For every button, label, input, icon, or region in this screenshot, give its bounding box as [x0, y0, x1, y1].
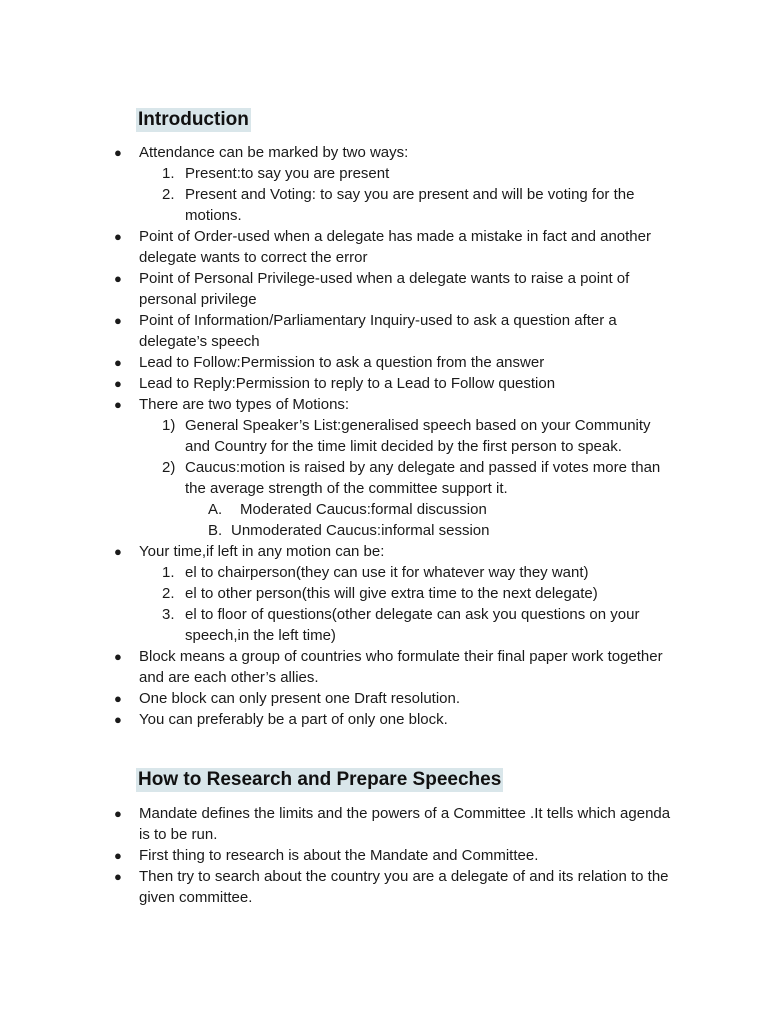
list-item-text: el to other person(this will give extra time to the next delegate) — [185, 585, 598, 602]
list-item — [0, 499, 768, 520]
bullet-marker: ● — [114, 869, 122, 884]
list-marker: 1) — [162, 417, 176, 434]
bullet-marker: ● — [114, 806, 122, 821]
bullet-marker: ● — [114, 229, 122, 244]
list-marker: A. — [208, 501, 223, 518]
list-item — [0, 352, 768, 373]
bullet-marker: ● — [114, 712, 122, 727]
list-item — [0, 688, 768, 709]
bullet-marker: ● — [114, 145, 122, 160]
list-item — [0, 866, 768, 908]
list-item — [0, 310, 768, 352]
bullet-marker: ● — [114, 313, 122, 328]
list-marker: 2. — [162, 585, 175, 602]
bullet-marker: ● — [114, 691, 122, 706]
bullet-marker: ● — [114, 355, 122, 370]
research-list — [0, 803, 768, 908]
bullet-marker: ● — [114, 397, 122, 412]
list-marker: 3. — [162, 606, 175, 623]
list-marker: 1. — [162, 564, 175, 581]
list-item — [0, 268, 768, 310]
bullet-marker: ● — [114, 848, 122, 863]
list-item-text: Moderated Caucus:formal discussion — [240, 501, 487, 518]
section-heading-research: How to Research and Prepare Speeches — [138, 769, 502, 790]
list-item — [0, 646, 768, 688]
list-item-text: Mandate defines the limits and the powers of a Committee .It tells which agenda is to be run. — [139, 805, 671, 843]
list-item — [0, 709, 768, 730]
list-item-text: el to chairperson(they can use it for whatever way they want) — [185, 564, 589, 581]
list-item — [0, 562, 768, 583]
list-marker: 2) — [162, 459, 176, 476]
list-item — [0, 142, 768, 163]
list-item — [0, 373, 768, 394]
list-item — [0, 394, 768, 415]
list-item — [0, 457, 768, 499]
list-item — [0, 803, 768, 845]
list-item — [0, 845, 768, 866]
list-marker: 1. — [162, 165, 175, 182]
list-item — [0, 163, 768, 184]
list-marker: 2. — [162, 186, 175, 203]
list-item-text: Then try to search about the country you are a delegate of and its relation to the given committee. — [139, 868, 669, 906]
introduction-list — [0, 142, 768, 730]
bullet-marker: ● — [114, 649, 122, 664]
list-item-text: Your time,if left in any motion can be: — [139, 543, 385, 560]
list-item-text: First thing to research is about the Mandate and Committee. — [139, 847, 539, 864]
list-item — [0, 226, 768, 268]
list-item-text: Point of Order-used when a delegate has made a mistake in fact and another delegate wants to correct the error — [139, 228, 651, 266]
list-item-text: Point of Personal Privilege-used when a delegate wants to raise a point of personal privilege — [139, 270, 630, 308]
list-item — [0, 541, 768, 562]
list-item-text: Point of Information/Parliamentary Inquiry-used to ask a question after a delegate’s speech — [139, 312, 617, 350]
bullet-marker: ● — [114, 544, 122, 559]
list-item — [0, 604, 768, 646]
list-item-text: el to floor of questions(other delegate can ask you questions on your speech,in the left time) — [185, 606, 640, 644]
bullet-marker: ● — [114, 376, 122, 391]
list-item-text: Block means a group of countries who formulate their final paper work together and are each other’s allies. — [139, 648, 663, 686]
list-item-text: Caucus:motion is raised by any delegate and passed if votes more than the average strength of the committee support it. — [185, 459, 661, 497]
bullet-marker: ● — [114, 271, 122, 286]
list-item — [0, 184, 768, 226]
list-item-text: Attendance can be marked by two ways: — [139, 144, 409, 161]
list-item-text: You can preferably be a part of only one block. — [139, 711, 448, 728]
list-item-text: Lead to Follow:Permission to ask a question from the answer — [139, 354, 545, 371]
list-item — [0, 520, 768, 541]
list-item-text: There are two types of Motions: — [139, 396, 350, 413]
list-item-text: Present:to say you are present — [185, 165, 390, 182]
section-heading-introduction: Introduction — [138, 109, 249, 130]
list-item-text: One block can only present one Draft resolution. — [139, 690, 461, 707]
list-item-text: Present and Voting: to say you are present and will be voting for the motions. — [185, 186, 635, 224]
list-item-text: Unmoderated Caucus:informal session — [231, 522, 490, 539]
list-item — [0, 415, 768, 457]
list-item-text: Lead to Reply:Permission to reply to a Lead to Follow question — [139, 375, 556, 392]
list-item-text: General Speaker’s List:generalised speech based on your Community and Country for the time limit decided by the first person to speak. — [185, 417, 651, 455]
list-marker: B. — [208, 522, 223, 539]
list-item — [0, 583, 768, 604]
